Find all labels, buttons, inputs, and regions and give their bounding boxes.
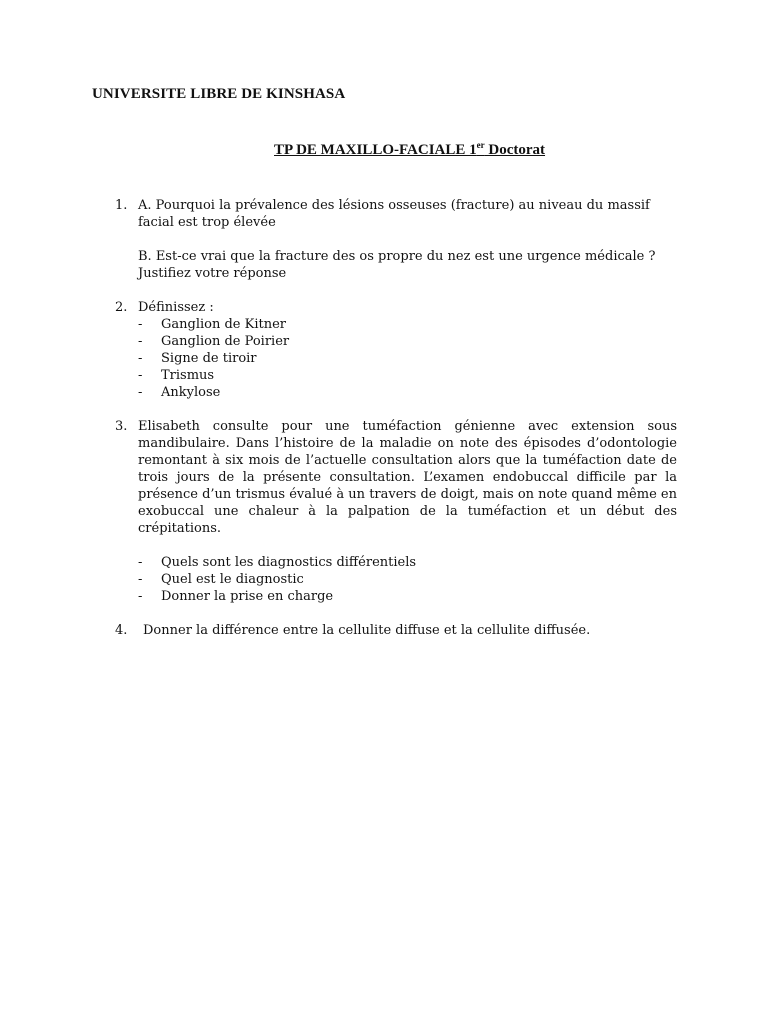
question-3-case-text: Elisabeth consulte pour une tuméfaction génienne avec extension sous mandibulaire. Dans l’histoire de la maladie on note des épisodes d’odontologie remontant à six mois de l’actuelle consultation alors que la tuméfaction date de trois jours de la présente consultation. L’examen endobuccal difficile par la présence d’un trismus évalué à un travers de doigt, mais on note quand même en exobuccal une chaleur à la palpation de la tuméfaction et un début des crépitations. bbox=[138, 419, 677, 536]
document-title bbox=[274, 142, 545, 159]
list-item bbox=[0, 588, 768, 605]
question-2 bbox=[0, 299, 768, 401]
title-superscript: er bbox=[476, 140, 485, 150]
question-2-intro: Définissez : bbox=[138, 300, 214, 315]
question-1-part-b: B. Est-ce vrai que la fracture des os propre du nez est une urgence médicale ? Justifiez votre réponse bbox=[138, 249, 656, 281]
bullet-dash: - bbox=[138, 385, 143, 400]
list-item bbox=[0, 350, 768, 367]
bullet-dash: - bbox=[138, 317, 143, 332]
question-2-list bbox=[0, 316, 768, 401]
bullet-dash: - bbox=[138, 334, 143, 349]
list-item bbox=[0, 316, 768, 333]
question-1 bbox=[0, 197, 768, 282]
list-item-text: Quels sont les diagnostics différentiels bbox=[161, 555, 417, 570]
list-item bbox=[0, 571, 768, 588]
list-item-text: Quel est le diagnostic bbox=[161, 572, 304, 587]
title-suffix: Doctorat bbox=[484, 142, 546, 158]
title-prefix: TP DE MAXILLO-FACIALE 1 bbox=[274, 142, 477, 158]
question-number: 4. bbox=[115, 623, 128, 638]
question-number: 3. bbox=[115, 419, 128, 434]
question-list bbox=[0, 197, 768, 639]
question-1-part-a: A. Pourquoi la prévalence des lésions osseuses (fracture) au niveau du massif facial est trop élevée bbox=[138, 198, 650, 230]
list-item-text: Ganglion de Kitner bbox=[161, 317, 286, 332]
list-item bbox=[0, 333, 768, 350]
university-name: UNIVERSITE LIBRE DE KINSHASA bbox=[92, 86, 346, 102]
question-number: 1. bbox=[115, 198, 128, 213]
list-item-text: Ganglion de Poirier bbox=[161, 334, 290, 349]
question-number: 2. bbox=[115, 300, 128, 315]
list-item bbox=[0, 554, 768, 571]
list-item bbox=[0, 367, 768, 384]
question-4-text: Donner la différence entre la cellulite diffuse et la cellulite diffusée. bbox=[143, 623, 591, 638]
question-3 bbox=[0, 418, 768, 605]
question-4 bbox=[0, 622, 768, 639]
bullet-dash: - bbox=[138, 572, 143, 587]
list-item-text: Donner la prise en charge bbox=[161, 589, 334, 604]
list-item-text: Ankylose bbox=[161, 385, 221, 400]
bullet-dash: - bbox=[138, 368, 143, 383]
list-item-text: Trismus bbox=[161, 368, 215, 383]
list-item-text: Signe de tiroir bbox=[161, 351, 257, 366]
bullet-dash: - bbox=[138, 555, 143, 570]
bullet-dash: - bbox=[138, 589, 143, 604]
list-item bbox=[0, 384, 768, 401]
bullet-dash: - bbox=[138, 351, 143, 366]
question-3-list bbox=[0, 554, 768, 605]
